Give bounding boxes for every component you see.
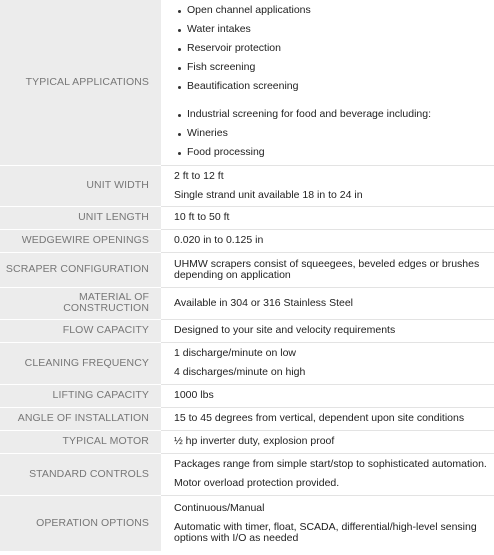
row-value (161, 453, 494, 495)
value-line: 10 ft to 50 ft (174, 211, 230, 223)
table-row (0, 407, 494, 430)
list-item: Fish screening (174, 62, 494, 73)
value-line: Motor overload protection provided. (174, 477, 340, 489)
row-value (161, 319, 494, 342)
row-value (161, 0, 494, 165)
row-label (0, 287, 161, 319)
table-row (0, 319, 494, 342)
value-line: 15 to 45 degrees from vertical, dependent upon site conditions (174, 412, 465, 424)
value-line: Packages range from simple start/stop to sophisticated automation. (174, 458, 487, 470)
row-value (161, 384, 494, 407)
list-item: Food processing (174, 147, 494, 158)
table-row (0, 453, 494, 495)
row-label: UNIT LENGTH (0, 206, 161, 229)
value-line: Automatic with timer, float, SCADA, differential/high-level sensing options with I/O as needed (174, 520, 477, 544)
row-label: WEDGEWIRE OPENINGS (0, 229, 161, 252)
table-row (0, 495, 494, 551)
value-line: Single strand unit available 18 in to 24 in (174, 188, 363, 201)
row-value (161, 165, 494, 206)
row-label: OPERATION OPTIONS (0, 495, 161, 551)
table-row (0, 229, 494, 252)
list-item: Open channel applications (174, 5, 494, 16)
row-label-line: CONSTRUCTION (63, 302, 149, 314)
table-row (0, 342, 494, 384)
table-row (0, 384, 494, 407)
list-item: Industrial screening for food and beverage including: (174, 109, 494, 120)
row-label: CLEANING FREQUENCY (0, 342, 161, 384)
row-label: LIFTING CAPACITY (0, 384, 161, 407)
table-row (0, 165, 494, 206)
value-line: 2 ft to 12 ft (174, 169, 224, 182)
value-line: 0.020 in to 0.125 in (174, 234, 264, 246)
row-label: STANDARD CONTROLS (0, 453, 161, 495)
value-line: 1 discharge/minute on low (174, 347, 296, 359)
table-row (0, 252, 494, 287)
value-line: 1000 lbs (174, 389, 214, 401)
value-line: Continuous/Manual (174, 501, 265, 514)
row-label: FLOW CAPACITY (0, 319, 161, 342)
value-line: 4 discharges/minute on high (174, 366, 306, 378)
row-value (161, 206, 494, 229)
list-item: Water intakes (174, 24, 494, 35)
row-value (161, 229, 494, 252)
row-value (161, 495, 494, 551)
value-line: Designed to your site and velocity requirements (174, 324, 396, 336)
value-line: UHMW scrapers consist of squeegees, beveled edges or brushes depending on application (174, 257, 480, 281)
row-value (161, 342, 494, 384)
row-label: TYPICAL APPLICATIONS (0, 0, 161, 165)
list-item: Beautification screening (174, 81, 494, 92)
table-row (0, 206, 494, 229)
row-label: SCRAPER CONFIGURATION (0, 252, 161, 287)
row-value (161, 430, 494, 453)
row-value (161, 252, 494, 287)
table-row (0, 430, 494, 453)
row-label: ANGLE OF INSTALLATION (0, 407, 161, 430)
row-value (161, 407, 494, 430)
value-line: Available in 304 or 316 Stainless Steel (174, 296, 354, 309)
row-label-line: MATERIAL OF (79, 291, 149, 303)
list-item: Reservoir protection (174, 43, 494, 54)
list-item: Wineries (174, 128, 494, 139)
table-row (0, 0, 494, 165)
table-row (0, 287, 494, 319)
row-value (161, 287, 494, 319)
row-label: UNIT WIDTH (0, 165, 161, 206)
row-label: TYPICAL MOTOR (0, 430, 161, 453)
value-line: ½ hp inverter duty, explosion proof (174, 435, 335, 447)
